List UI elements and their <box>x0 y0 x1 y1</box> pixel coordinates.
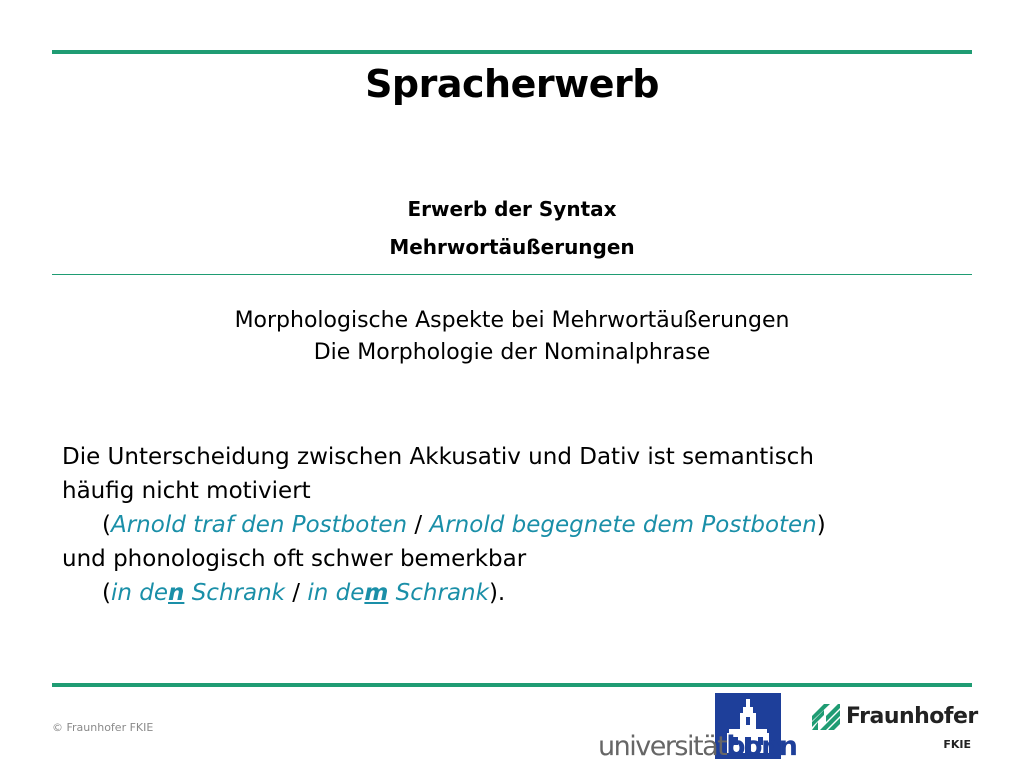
fraunhofer-unit: FKIE <box>943 738 971 751</box>
example-1-accusative: Arnold traf den Postboten <box>110 512 408 538</box>
example-2-close: ). <box>488 580 506 606</box>
fraunhofer-stripes-icon <box>812 704 840 730</box>
slide-title: Spracherwerb <box>365 62 659 106</box>
copyright-notice: © Fraunhofer FKIE <box>52 721 154 734</box>
example-2-b-suffix: Schrank <box>388 580 489 606</box>
subtitle-syntax: Erwerb der Syntax <box>407 197 617 221</box>
university-name <box>598 731 797 762</box>
example-2-dative <box>307 580 489 606</box>
fraunhofer-logo <box>812 704 977 759</box>
bottom-rule <box>52 683 972 687</box>
example-2-b-prefix: in de <box>307 580 365 606</box>
header-divider <box>52 274 972 275</box>
body-line-1: Die Unterscheidung zwischen Akkusativ und Dativ ist semantisch <box>62 444 814 470</box>
example-2-a-suffix: Schrank <box>184 580 285 606</box>
example-2-a-prefix: in de <box>110 580 169 606</box>
section-heading: Morphologische Aspekte bei Mehrwortäußerungen <box>234 308 790 333</box>
body-line-3: und phonologisch oft schwer bemerkbar <box>62 546 527 572</box>
example-1 <box>62 508 982 542</box>
example-1-close: ) <box>816 512 826 538</box>
example-2-accusative <box>111 580 285 606</box>
fraunhofer-name: Fraunhofer <box>846 704 978 729</box>
example-2-separator: / <box>284 580 308 606</box>
subtitle-multiword: Mehrwortäußerungen <box>389 235 635 259</box>
example-1-dative: Arnold begegnete dem Postboten <box>429 512 817 538</box>
university-name-a: universität <box>598 731 727 762</box>
example-1-open: ( <box>102 512 111 538</box>
example-2-b-mark: m <box>364 580 389 606</box>
university-bonn-logo <box>598 693 797 763</box>
example-2-a-mark: n <box>168 580 185 606</box>
university-name-b: bonn <box>726 731 797 762</box>
example-2-open: ( <box>102 580 111 606</box>
section-subheading: Die Morphologie der Nominalphrase <box>313 340 711 365</box>
example-2 <box>62 576 982 610</box>
body-text <box>62 440 982 610</box>
top-rule <box>52 50 972 54</box>
example-1-separator: / <box>407 512 430 538</box>
body-line-2: häufig nicht motiviert <box>62 478 311 504</box>
